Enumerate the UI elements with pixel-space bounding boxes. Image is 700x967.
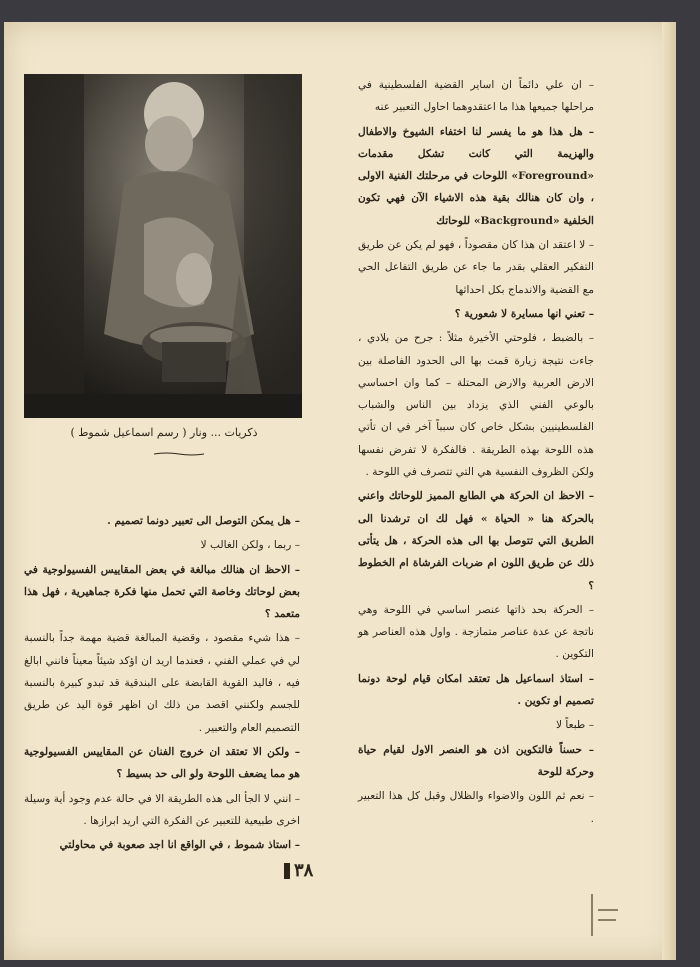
corner-stamp-mark bbox=[588, 890, 622, 940]
photo-caption: ذكريات ... ونار ( رسم اسماعيل شموط ) bbox=[70, 426, 258, 439]
interview-answer: – نعم ثم اللون والاضواء والظلال وقبل كل هذا التعبير . bbox=[358, 790, 594, 825]
interview-answer: – لا اعتقد ان هذا كان مقصوداً ، فهو لم يكن عن طريق التفكير العقلي بقدر ما جاء عن طريق التفاعل الحي مع القضية والاندماج بكل احداثها bbox=[358, 239, 594, 296]
interview-question: – هل هذا هو ما يفسر لنا اختفاء الشيوخ والاطفال والهزيمة التي كانت تشكل مقدمات «Foreground» اللوحات في مرحلتك الفنية الاولى ، وان كان هنالك بقية هذه الاشياء الآن فهي تكون الخلفية «Background» للوحاتك bbox=[358, 125, 594, 227]
interview-question: – الاحظ ان هنالك مبالغة في بعض المقاييس الفسيولوجية في بعض لوحاتك وخاصة التي تحمل منها فكرة جماهيرية ، فهل هذا متعمد ؟ bbox=[24, 563, 300, 621]
article-column-left bbox=[24, 510, 300, 858]
painting-illustration bbox=[24, 74, 302, 418]
page-number-bar bbox=[284, 863, 290, 879]
caption-ornament bbox=[154, 452, 204, 456]
interview-question: – استاذ اسماعيل هل تعتقد امكان قيام لوحة دونما تصميم او تكوين . bbox=[358, 672, 594, 708]
artwork-photo bbox=[24, 74, 302, 418]
magazine-page bbox=[4, 22, 676, 960]
interview-question: – استاذ شموط ، في الواقع انا اجد صعوبة في محاولتي bbox=[59, 839, 300, 852]
article-column-right bbox=[358, 74, 594, 832]
interview-answer: – بالضبط ، فلوحتي الأخيرة مثلاً : جرح من بلادي ، جاءت نتيجة زيارة قمت بها الى الحدود الفاصلة بين الارض العربية والارض المحتلة – كما وان احساسي بالوعي الفني الذي يزداد بين الناس والشباب الفلسطينيين بشكل خاص كان سبباً آخر في ان تأتي هذه اللوحة بهذه الطريقة . فالفكرة لا تفرض نفسها ولكن الظروف النفسية هي التي تتصرف في اللوحة . bbox=[358, 332, 594, 479]
interview-answer: – ان علي دائماً ان اساير القضية الفلسطينية في مراحلها جميعها هذا ما اعتقدوهما احاول التعبير عنه bbox=[358, 79, 594, 114]
page-edge bbox=[662, 22, 676, 960]
interview-answer: – هذا شيء مقصود ، وقضية المبالغة قضية مهمة جداً بالنسبة لي في عملي الفني ، فعندما اريد ان اؤكد شيئاً معيناً فانني ابالغ فيه ، فاليد القوية القابضة على البندقية قد تبدو كبيرة بالنسبة للجسم ولكنني اقصد من ذلك ان اظهر قوة اليد عن طريق التصميم العام والتعبير . bbox=[24, 632, 300, 734]
interview-question: – هل يمكن التوصل الى تعبير دونما تصميم . bbox=[107, 515, 300, 527]
interview-question: – الاحظ ان الحركة هي الطابع المميز للوحاتك واعني بالحركة هنا « الحياة » فهل لك ان ترشدنا الى الطريق التي تتوصل بها الى هذه الحركة ، هل يتأتى ذلك عن طريق اللون ام ضربات الفرشاة ام الخطوط ؟ bbox=[358, 490, 594, 592]
interview-answer: – الحركة بحد ذاتها عنصر اساسي في اللوحة وهي ناتجة عن عدة عناصر متمازجة . واول هذه العناصر هو التكوين . bbox=[358, 603, 594, 661]
interview-answer: – ربما ، ولكن الغالب لا bbox=[200, 539, 300, 552]
interview-question: – ولكن الا تعتقد ان خروج الفنان عن المقاييس الفسيولوجية هو مما يضعف اللوحة ولو الى حد بسيط ؟ bbox=[24, 745, 300, 781]
page-number bbox=[284, 860, 313, 881]
page-number-text: ٣٨ bbox=[294, 860, 314, 881]
interview-answer: – انني لا الجأ الى هذه الطريقة الا في حالة عدم وجود أية وسيلة اخرى طبيعية للتعبير عن الفكرة التي اريد ابرازها . bbox=[24, 792, 300, 827]
interview-question: – حسناً فالتكوين اذن هو العنصر الاول لقيام حياة وحركة للوحة bbox=[358, 743, 594, 778]
interview-answer: – طبعاً لا bbox=[555, 719, 594, 732]
interview-question: – تعني انها مسايرة لا شعورية ؟ bbox=[454, 307, 594, 320]
